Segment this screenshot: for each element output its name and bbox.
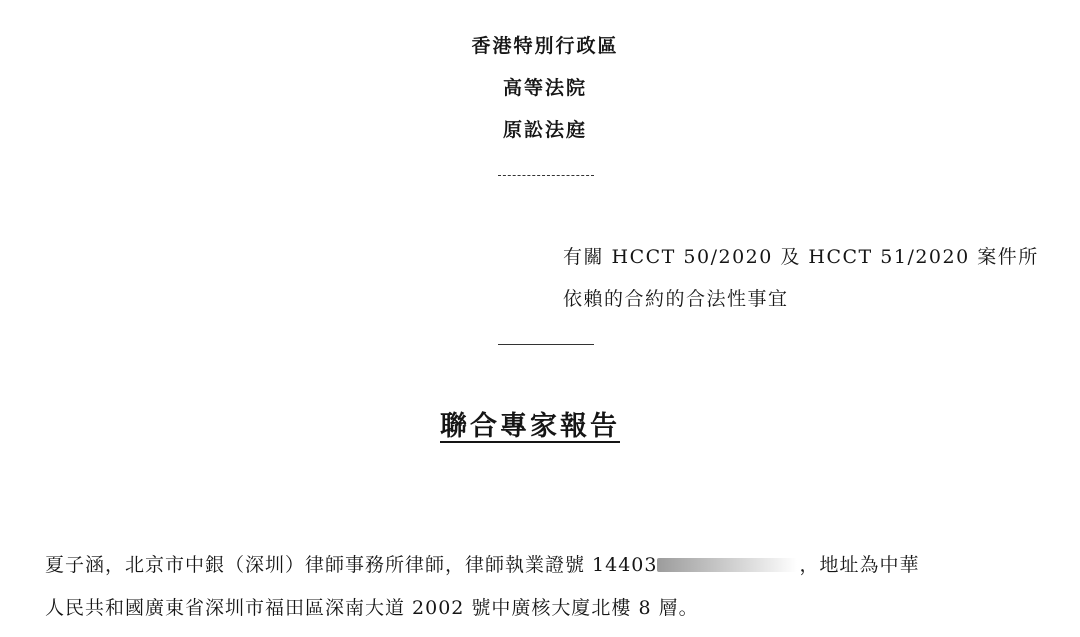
tribunal-heading: 原訟法庭 — [502, 119, 587, 141]
paragraph-line-1-start: 夏子涵，北京市中銀（深圳）律師事務所律師，律師執業證號 14403 — [45, 554, 658, 576]
court-heading: 高等法院 — [502, 77, 587, 99]
paragraph-line-1 — [45, 550, 920, 577]
report-title: 聯合專家報告 — [440, 411, 620, 442]
region-heading: 香港特別行政區 — [471, 35, 619, 57]
matter-line-2: 依賴的合約的合法性事宜 — [563, 288, 789, 310]
redaction-blur — [657, 558, 797, 572]
matter-line-1: 有關 HCCT 50/2020 及 HCCT 51/2020 案件所 — [563, 246, 1039, 268]
paragraph-line-1-end: ，地址為中華 — [799, 554, 920, 576]
solid-divider — [498, 344, 594, 345]
dashed-divider — [498, 175, 594, 176]
paragraph-line-2: 人民共和國廣東省深圳市福田區深南大道 2002 號中廣核大廈北樓 8 層。 — [45, 597, 699, 619]
